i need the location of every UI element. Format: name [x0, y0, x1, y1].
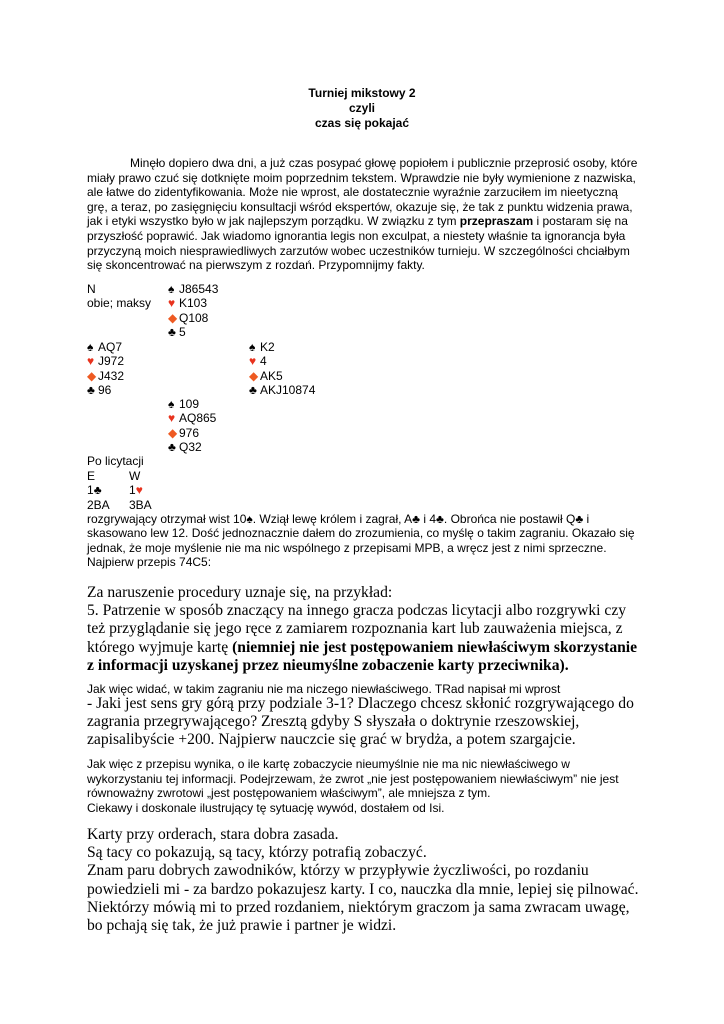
west-spades: AQ7	[98, 340, 123, 354]
heart-icon: ♥	[135, 483, 143, 497]
conclusion-paragraph	[87, 757, 641, 815]
play-paragraph: rozgrywający otrzymał wist 10♠. Wziął lewę królem i zagrał, A♣ i 4♣. Obrońca nie postawił Q♣ i skasowano lew 12. Dość jednoznacznie dałem do zrozumienia, co myślę o takim zagraniu. Okazało się jednak, że moje myślenie nie ma nic wspólnego z przepisami MPB, a wręcz jest z nimi sprzeczne. Najpierw przepis 74C5:	[87, 511, 635, 570]
heart-icon: ♥	[168, 296, 176, 311]
club-icon: ♣	[168, 325, 176, 340]
club-icon: ♣	[412, 511, 421, 526]
north-clubs: 5	[179, 325, 186, 340]
isi-quote-line-2: Są tacy co pokazują, są tacy, którzy potrafią zobaczyć.	[87, 844, 427, 862]
title-line-3: czas się pokajać	[314, 115, 410, 130]
spade-icon: ♠	[87, 340, 94, 354]
spade-icon: ♠	[249, 340, 256, 354]
isi-quote-line-1: Karty przy orderach, stara dobra zasada.	[87, 826, 339, 843]
auction-bid-w-1: 1♥	[129, 483, 143, 497]
north-diamonds: Q108	[179, 310, 209, 325]
intro-text-after: i postaram się na przyszłość poprawić. Jak wiadomo ignorantia legis non exculpat, a niestety właśnie ta ignorancja była przyczyną moich niesprawiedliwych zarzutów wobec uczestników turnieju. W szczególności chciałbym się skoncentrować na pierwszym z rozdań. Przypomnijmy fakty.	[87, 214, 630, 273]
law-bold-text: (niemniej nie jest postępowaniem niewłaściwym skorzystanie z informacji uzyskanej przez nieumyślne zobaczenie karty przeciwnika).	[87, 638, 638, 674]
south-spades: 109	[179, 397, 200, 411]
south-clubs: Q32	[179, 440, 202, 455]
title-line-2: czyli	[348, 100, 375, 115]
isi-quote	[87, 826, 641, 935]
heart-icon: ♥	[87, 354, 95, 369]
club-icon: ♣	[575, 511, 584, 526]
auction-header-e: E	[87, 468, 96, 483]
auction-bid-e-2: 2BA	[87, 497, 110, 512]
deal-info	[87, 282, 151, 311]
club-icon: ♣	[93, 483, 102, 497]
club-icon: ♣	[249, 383, 257, 398]
diamond-icon: ◆	[168, 310, 178, 325]
hand-east	[249, 340, 315, 398]
auction-intro: Po licytacji	[87, 454, 144, 468]
north-hearts: K103	[179, 296, 208, 311]
auction-bid-w-2: 3BA	[129, 497, 152, 512]
club-icon: ♣	[168, 440, 176, 455]
dealer-label: N	[87, 282, 96, 296]
east-clubs: AKJ10874	[260, 383, 316, 398]
west-diamonds: J432	[98, 368, 125, 383]
conclusion-text: Jak więc z przepisu wynika, o ile kartę zobaczycie nieumyślnie nie ma nic niewłaściwego w wykorzystaniu tej informacji. Podejrzewam, że zwrot „nie jest postępowaniem niewłaściwym” nie jest równoważny zwrotowi „jest postępowaniem właściwym”, ale mniejsza z tym.	[87, 757, 619, 801]
trad-intro: Jak więc widać, w takim zagraniu nie ma niczego niewłaściwego. TRad napisał mi wprost	[87, 682, 561, 696]
hand-west	[87, 340, 124, 398]
spade-icon: ♠	[246, 511, 253, 526]
diamond-icon: ◆	[168, 425, 178, 440]
intro-paragraph	[87, 156, 641, 273]
south-diamonds: 976	[179, 425, 200, 440]
document-title	[0, 86, 724, 130]
hand-north	[168, 282, 218, 340]
spade-icon: ♠	[168, 397, 175, 411]
west-clubs: 96	[98, 383, 112, 398]
hand-south	[168, 397, 216, 455]
spade-icon: ♠	[168, 282, 175, 296]
club-icon: ♣	[436, 511, 444, 526]
heart-icon: ♥	[249, 354, 257, 369]
auction-bid-e-1: 1♣	[87, 483, 102, 497]
law-text: 5. Patrzenie w sposób znaczący na innego gracza podczas licytacji albo rozgrywki czy też przyglądanie się jego ręce z zamiarem rozpoznania kart lub zauważenia miejsca, z którego wyjmuje kartę	[87, 602, 627, 656]
south-hearts: AQ865	[179, 411, 217, 426]
diamond-icon: ◆	[249, 368, 259, 383]
trad-quote: - Jaki jest sens gry górą przy podziale 3-1? Dlaczego chcesz skłonić rozgrywającego do zagrania przegrywającego? Zresztą gdyby S słyszała o doktrynie rzeszowskiej, zapisalibyście +200. Najpierw nauczcie się grać w brydża, a potem szargajcie.	[87, 695, 634, 749]
auction-header-w: W	[129, 468, 141, 483]
title-line-1: Turniej mikstowy 2	[308, 86, 416, 100]
intro-bold-word: przepraszam	[459, 214, 534, 229]
diamond-icon: ◆	[87, 368, 97, 383]
east-hearts: 4	[260, 354, 267, 369]
heart-icon: ♥	[168, 411, 176, 426]
club-icon: ♣	[87, 383, 95, 398]
east-spades: K2	[260, 340, 275, 354]
isi-quote-line-3: Znam paru dobrych zawodników, którzy w przypływie życzliwości, po rozdaniu powiedzieli mi - za bardzo pokazujesz karty. I co, nauczka dla mnie, lepiej się pilnować.	[87, 862, 639, 898]
isi-intro: Ciekawy i doskonale ilustrujący tę sytuację wywód, dostałem od Isi.	[87, 800, 445, 815]
east-diamonds: AK5	[260, 368, 283, 383]
law-intro: Za naruszenie procedury uznaje się, na przykład:	[87, 584, 393, 601]
law-quote	[87, 584, 641, 675]
north-spades: J86543	[179, 282, 219, 296]
west-hearts: J972	[98, 354, 125, 369]
intro-text-before: Minęło dopiero dwa dni, a już czas posypać głowę popiołem i publicznie przeprosić osoby, które miały prawo czuć się dotknięte moim poprzednim tekstem. Wprawdzie nie były wymienione z nazwiska, ale łatwe do zidentyfikowania. Może nie wprost, ale dostatecznie wyraźnie zarzuciłem im nieetyczną grę, a teraz, po zasięgnięciu konsultacji wśród ekspertów, okazuje się, że tak z punktu widzenia prawa, jak i etyki wszystko było w jak najlepszym porządku. W związku z tym	[87, 156, 638, 229]
vulnerability-label: obie; maksy	[87, 296, 152, 311]
isi-quote-line-4: Niektórzy mówią mi to przed rozdaniem, niektórym graczom ja sama zwracam uwagę, bo pchają się tak, że już prawie i partner je widzi.	[87, 898, 630, 935]
